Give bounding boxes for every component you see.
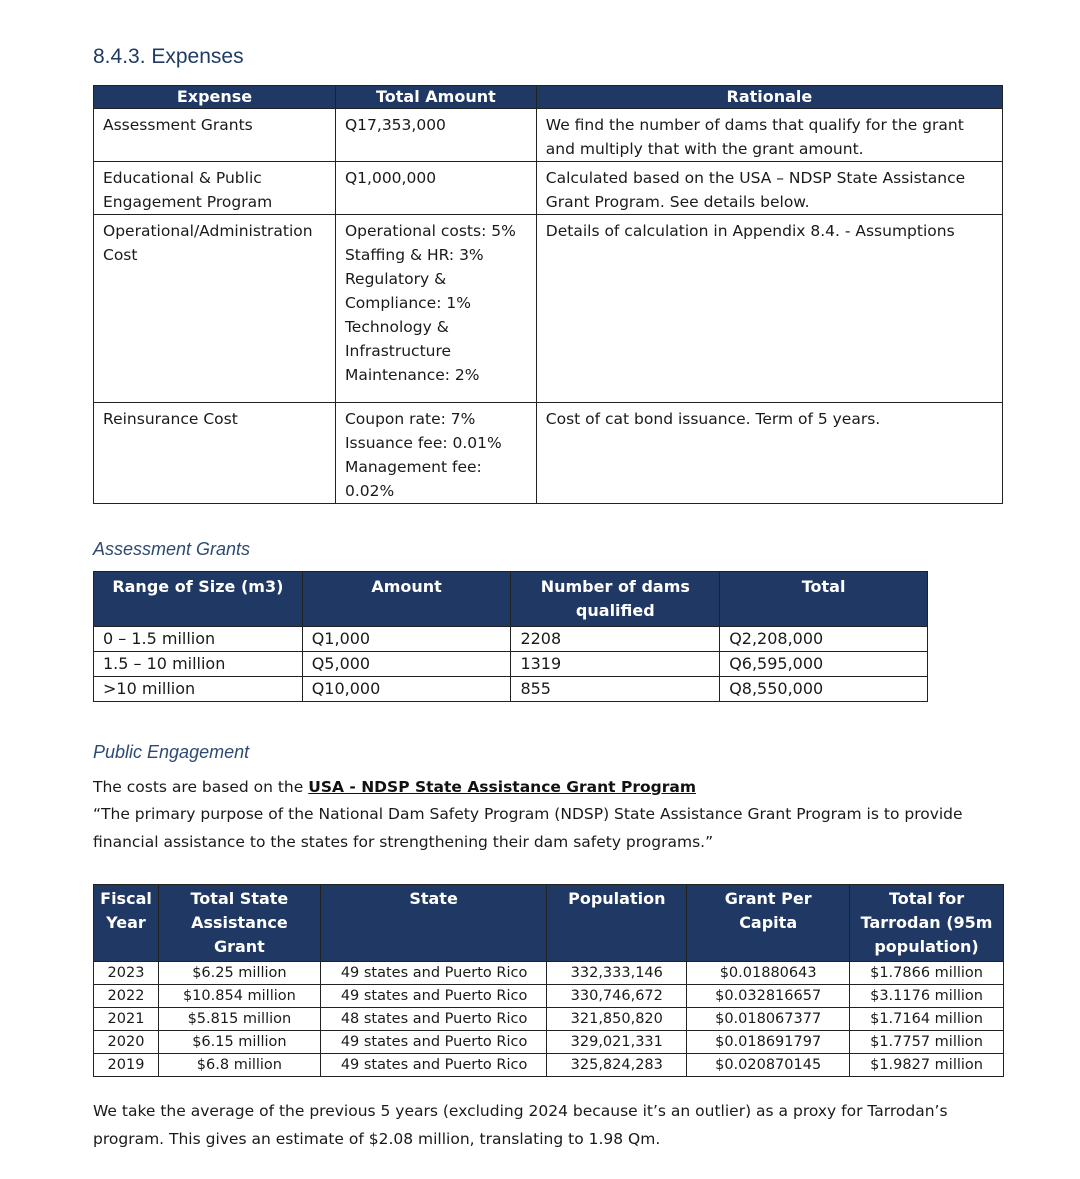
expense-cell: Reinsurance Cost: [94, 403, 336, 504]
column-header: Grant Per Capita: [687, 885, 850, 962]
expense-cell: Operational/Administration Cost: [94, 215, 336, 403]
column-header: Rationale: [536, 86, 1002, 109]
table-cell: 2023: [94, 962, 159, 985]
column-header: Total Amount: [335, 86, 536, 109]
table-row: [94, 677, 928, 702]
table-row: [94, 1031, 1004, 1054]
column-header: Population: [547, 885, 687, 962]
column-header: Amount: [302, 572, 511, 627]
table-cell: $1.9827 million: [850, 1054, 1004, 1077]
table-header-row: [94, 572, 928, 627]
rationale-cell: Calculated based on the USA – NDSP State Assistance Grant Program. See details below.: [536, 162, 1002, 215]
expenses-table: [93, 85, 1003, 504]
grant-program-table: [93, 884, 1004, 1077]
public-intro-paragraph: [93, 773, 1003, 801]
table-cell: Q10,000: [302, 677, 511, 702]
table-cell: 325,824,283: [547, 1054, 687, 1077]
table-cell: $0.018691797: [687, 1031, 850, 1054]
column-header: State: [320, 885, 547, 962]
table-cell: Q6,595,000: [720, 652, 928, 677]
table-row: [94, 109, 1003, 162]
assessment-grants-title: Assessment Grants: [93, 539, 251, 559]
column-header: Total State Assistance Grant: [158, 885, 320, 962]
table-cell: 48 states and Puerto Rico: [320, 1008, 547, 1031]
table-cell: $0.032816657: [687, 985, 850, 1008]
table-cell: $3.1176 million: [850, 985, 1004, 1008]
table-header-row: [94, 885, 1004, 962]
expense-cell: Educational & Public Engagement Program: [94, 162, 336, 215]
table-header-row: [94, 86, 1003, 109]
table-cell: 49 states and Puerto Rico: [320, 1054, 547, 1077]
table-cell: $6.25 million: [158, 962, 320, 985]
table-cell: 1.5 – 10 million: [94, 652, 303, 677]
public-engagement-title: Public Engagement: [93, 742, 250, 762]
table-cell: 2020: [94, 1031, 159, 1054]
table-cell: $5.815 million: [158, 1008, 320, 1031]
table-cell: 1319: [511, 652, 720, 677]
table-cell: Q2,208,000: [720, 627, 928, 652]
table-cell: $0.020870145: [687, 1054, 850, 1077]
intro-text: The costs are based on the: [93, 778, 309, 796]
column-header: Fiscal Year: [94, 885, 159, 962]
column-header: Total for Tarrodan (95m population): [850, 885, 1004, 962]
program-quote: “The primary purpose of the National Dam Safety Program (NDSP) State Assistance Grant Program is to provide financial assistance to the states for strengthening their dam safety programs.”: [93, 805, 963, 851]
expense-cell: Assessment Grants: [94, 109, 336, 162]
table-cell: 49 states and Puerto Rico: [320, 962, 547, 985]
table-cell: $6.8 million: [158, 1054, 320, 1077]
table-cell: 855: [511, 677, 720, 702]
table-cell: Q8,550,000: [720, 677, 928, 702]
table-cell: 332,333,146: [547, 962, 687, 985]
table-cell: $6.15 million: [158, 1031, 320, 1054]
column-header: Number of dams qualified: [511, 572, 720, 627]
amount-cell: Q1,000,000: [335, 162, 536, 215]
assessment-grants-table: [93, 571, 928, 702]
column-header: Total: [720, 572, 928, 627]
table-row: [94, 962, 1004, 985]
amount-cell: Q17,353,000: [335, 109, 536, 162]
column-header: Expense: [94, 86, 336, 109]
table-row: [94, 985, 1004, 1008]
amount-cell: Coupon rate: 7% Issuance fee: 0.01% Management fee: 0.02%: [335, 403, 536, 504]
table-cell: $10.854 million: [158, 985, 320, 1008]
table-row: [94, 652, 928, 677]
amount-cell: Operational costs: 5% Staffing & HR: 3% Regulatory & Compliance: 1% Technology & Infrastructure Maintenance: 2%: [335, 215, 536, 403]
column-header: Range of Size (m3): [94, 572, 303, 627]
table-cell: 321,850,820: [547, 1008, 687, 1031]
table-cell: $0.018067377: [687, 1008, 850, 1031]
table-cell: 2022: [94, 985, 159, 1008]
table-row: [94, 403, 1003, 504]
rationale-cell: Details of calculation in Appendix 8.4. - Assumptions: [536, 215, 1002, 403]
table-cell: 0 – 1.5 million: [94, 627, 303, 652]
table-cell: $0.01880643: [687, 962, 850, 985]
table-cell: 330,746,672: [547, 985, 687, 1008]
table-cell: 329,021,331: [547, 1031, 687, 1054]
table-cell: 2208: [511, 627, 720, 652]
table-cell: Q5,000: [302, 652, 511, 677]
table-row: [94, 1008, 1004, 1031]
table-cell: $1.7164 million: [850, 1008, 1004, 1031]
table-row: [94, 627, 928, 652]
rationale-cell: We find the number of dams that qualify for the grant and multiply that with the grant amount.: [536, 109, 1002, 162]
ndsp-program-link[interactable]: USA - NDSP State Assistance Grant Program: [308, 778, 696, 796]
table-row: [94, 1054, 1004, 1077]
table-cell: Q1,000: [302, 627, 511, 652]
table-row: [94, 162, 1003, 215]
table-cell: $1.7866 million: [850, 962, 1004, 985]
table-cell: $1.7757 million: [850, 1031, 1004, 1054]
conclusion-paragraph: We take the average of the previous 5 years (excluding 2024 because it’s an outlier) as a proxy for Tarrodan’s program. This gives an estimate of $2.08 million, translating to 1.98 Qm.: [93, 1102, 948, 1148]
rationale-cell: Cost of cat bond issuance. Term of 5 years.: [536, 403, 1002, 504]
table-cell: 49 states and Puerto Rico: [320, 985, 547, 1008]
section-title: 8.4.3. Expenses: [93, 45, 244, 68]
table-cell: >10 million: [94, 677, 303, 702]
table-row: [94, 215, 1003, 403]
table-cell: 49 states and Puerto Rico: [320, 1031, 547, 1054]
table-cell: 2019: [94, 1054, 159, 1077]
table-cell: 2021: [94, 1008, 159, 1031]
